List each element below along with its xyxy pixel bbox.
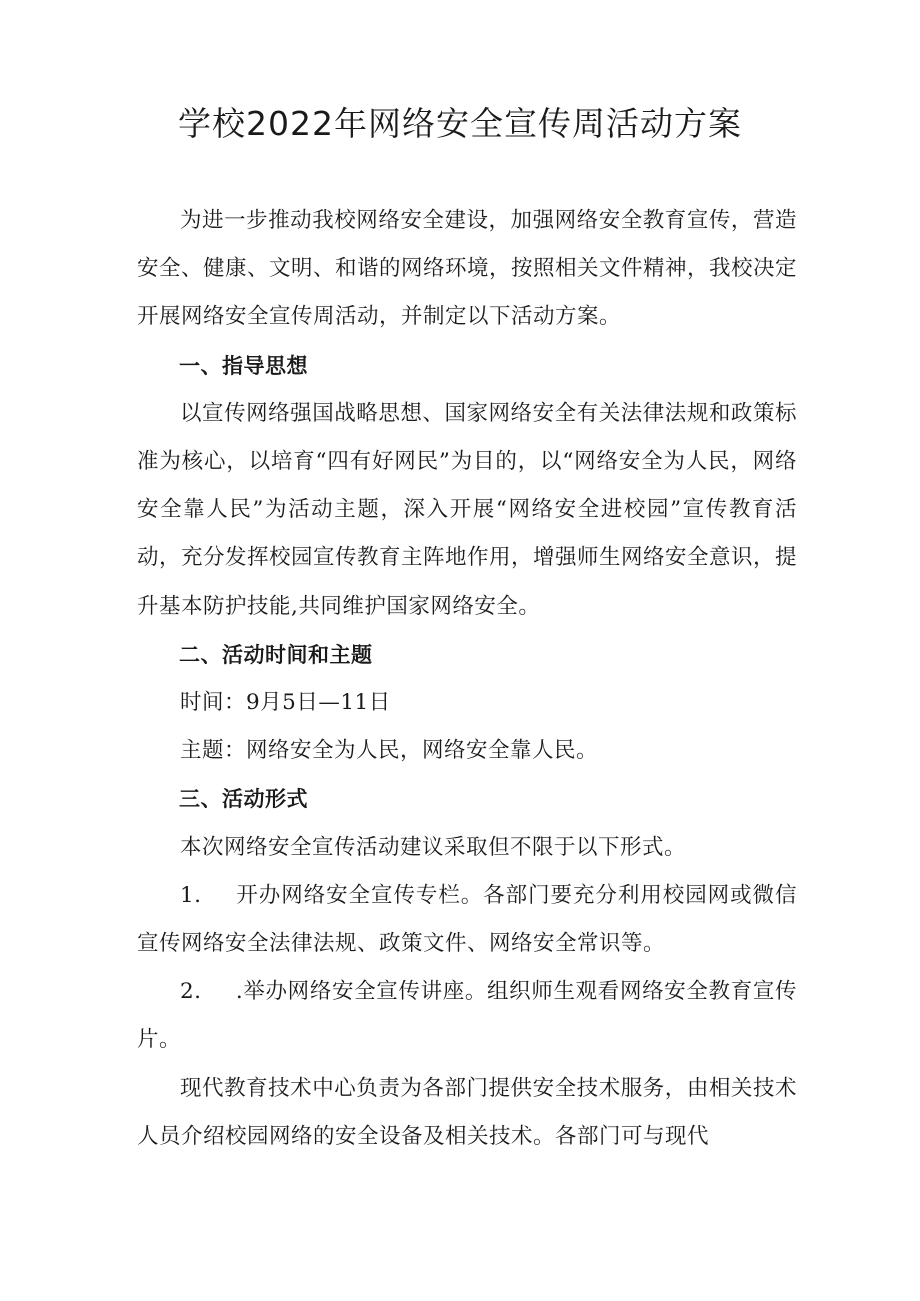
list-item-text: 开办网络安全宣传专栏。各部门要充分利用校园网或微信宣传网络安全法律法规、政策文件、网络安全常识等。	[137, 882, 797, 957]
guiding-ideology-paragraph: 以宣传网络强国战略思想、国家网络安全有关法律法规和政策标准为核心，以培育“四有好网民”为目的，以“网络安全为人民，网络安全靠人民”为活动主题，深入开展“网络安全进校园”宣传教育活动，充分发挥校园宣传教育主阵地作用，增强师生网络安全意识，提升基本防护技能,共同维护国家网络安全。	[137, 400, 798, 619]
activity-time-line: 时间：9月5日—11日	[180, 690, 391, 716]
activity-form-intro: 本次网络安全宣传活动建议采取但不限于以下形式。	[180, 834, 687, 860]
list-item-number: 1.	[180, 882, 202, 908]
closing-paragraph: 现代教育技术中心负责为各部门提供安全技术服务，由相关技术人员介绍校园网络的安全设备及相关技术。各部门可与现代	[137, 1075, 797, 1149]
section-heading-guiding-ideology: 一、指导思想	[179, 353, 308, 378]
activity-theme-line: 主题：网络安全为人民，网络安全靠人民。	[180, 738, 599, 764]
list-item	[137, 968, 797, 1064]
document-body	[137, 197, 797, 1161]
section-heading-time-and-theme: 二、活动时间和主题	[179, 642, 373, 667]
document-title: 学校2022年网络安全宣传周活动方案	[178, 104, 742, 143]
list-item	[137, 872, 797, 968]
list-item-text: .举办网络安全宣传讲座。组织师生观看网络安全教育宣传片。	[137, 979, 797, 1053]
section-heading-activity-form: 三、活动形式	[179, 787, 308, 812]
list-item-number: 2.	[180, 979, 202, 1005]
intro-paragraph: 为进一步推动我校网络安全建设，加强网络安全教育宣传，营造安全、健康、文明、和谐的网络环境，按照相关文件精神，我校决定开展网络安全宣传周活动，并制定以下活动方案。	[137, 208, 798, 330]
